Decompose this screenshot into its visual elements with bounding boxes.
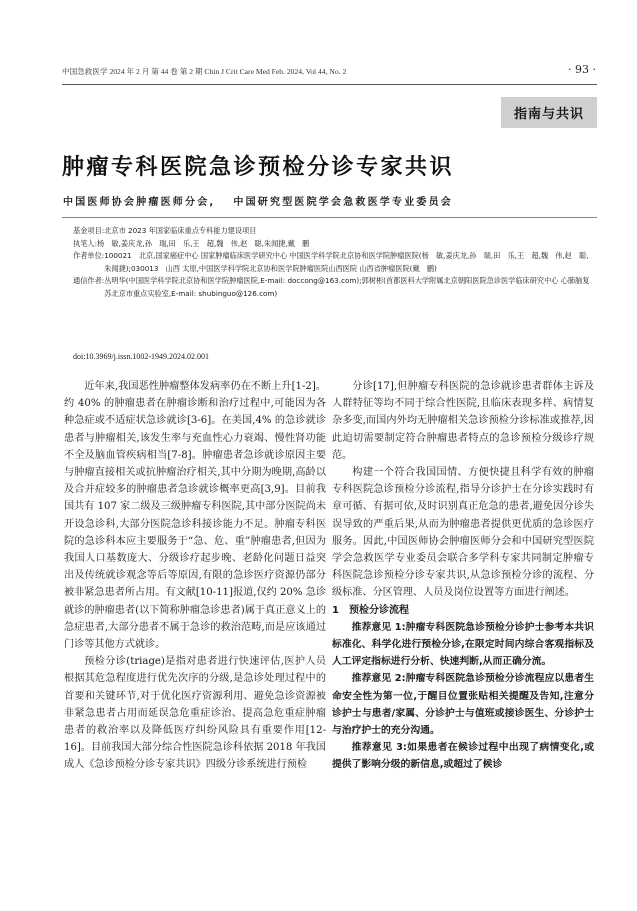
body-column-right (332, 378, 594, 774)
meta-rule (62, 217, 597, 218)
author-group: 中国研究型医院学会急救医学专业委员会 (233, 197, 454, 208)
column-tag: 指南与共识 (501, 97, 597, 128)
meta-label: 通信作者: (73, 276, 105, 286)
running-head: 中国急救医学 2024 年 2 月 第 44 卷 第 2 期 Chin J Crit Care Med Feb. 2024, Vol 44, No. 2 (62, 67, 347, 76)
author-group: 中国医师协会肿瘤医师分会, (63, 197, 216, 208)
page-number: · 93 · (568, 63, 596, 76)
doi: doi:10.3969/j.issn.1002-1949.2024.02.001 (73, 352, 210, 361)
meta-value: 100021 北京,国家癌症中心 国家肿瘤临床医学研究中心 中国医学科学院北京协和医学院肿瘤医院(杨 敏,姜庆龙,孙 瑞,田 乐,王 超,魏 伟,赵 聪,朱闻捷);030013 山西 太原,中国医学科学院北京协和医学院肿瘤医院山西医院 山西省肿瘤医院(戴 鹏) (104, 251, 589, 273)
author-groups (63, 193, 453, 208)
meta-value: 杨 敏,姜庆龙,孙 瑞,田 乐,王 超,魏 伟,赵 聪,朱闻捷,戴 鹏 (97, 238, 310, 248)
meta-label: 基金项目: (73, 226, 105, 235)
meta-value: 丛明华(中国医学科学院北京协和医学院肿瘤医院,E-mail: doccong@163.com);郭树彬(首都医科大学附属北京朝阳医院急诊医学临床研究中心 心肺脑复苏北京市重点实验室,E-mail: shubinguo@126.com) (104, 276, 590, 298)
body-paragraph: 构建一个符合我国国情、方便快捷且科学有效的肿瘤专科医院急诊预检分诊流程,指导分诊护士在分诊实践时有章可循、有据可依,及时识别真正危急的患者,避免因分诊失误导致的严重后果,从而为肿瘤患者提供更优质的急诊医疗服务。因此,中国医师协会肿瘤医师分会和中国研究型医院学会急救医学专业委员会联合多学科专家共同制定肿瘤专科医院急诊预检分诊专家共识,从急诊预检分诊的流程、分级标准、分区管理、人员及岗位设置等方面进行阐述。 (332, 467, 594, 599)
meta-value: 北京市 2023 年国家临床重点专科能力建设项目 (104, 226, 257, 235)
writers-row (73, 238, 595, 251)
correspondence-row (73, 275, 595, 300)
article-meta (73, 225, 595, 301)
header-rule (62, 84, 597, 85)
body-paragraph: 预检分诊(triage)是指对患者进行快速评估,医护人员根据其危急程度进行优先次序的分级,是急诊处理过程中的首要和关键环节,对于优化医疗资源利用、避免急诊资源被非紧急患者占用而延误急危重症诊治、提高急危重症肿瘤患者的救治率以及降低医疗纠纷风险具有重要作用[12-16]。目前我国大部分综合性医院急诊科依据 2018 年我国成人《急诊预检分诊专家共识》四级分诊系统进行预检 (64, 656, 326, 771)
recommendation: 推荐意见 1:肿瘤专科医院急诊预检分诊护士参考本共识标准化、科学化进行预检分诊,在限定时间内综合客观指标及人工评定指标进行分析、快速判断,从而正确分流。 (332, 621, 594, 668)
recommendation: 推荐意见 3:如果患者在候诊过程中出现了病情变化,或提供了影响分级的新信息,或超过了候诊 (332, 742, 594, 771)
body-column-left (64, 378, 326, 774)
section-heading: 1 预检分诊流程 (332, 604, 409, 616)
recommendation: 推荐意见 2:肿瘤专科医院急诊预检分诊流程应以患者生命安全性为第一位,于醒目位置张贴相关提醒及告知,注意分诊护士与患者/家属、分诊护士与值班或接诊医生、分诊护士与治疗护士的充分沟通。 (332, 673, 594, 737)
meta-label: 作者单位: (73, 251, 105, 261)
body-paragraph: 近年来,我国恶性肿瘤整体发病率仍在不断上升[1-2]。约 40% 的肿瘤患者在肿瘤诊断和治疗过程中,可能因为各种急症或不适症状急诊就诊[3-6]。在美国,4% 的急诊就诊患者与肿瘤相关,该发生率与充血性心力衰竭、慢性肾功能不全及脑血管疾病相当[7-8]。肿瘤患者急诊就诊原因主要与肿瘤直接相关或抗肿瘤治疗相关,其中分期为晚期,高龄以及合并症较多的肿瘤患者急诊就诊概率更高[3,9]。目前我国共有 107 家二级及三级肿瘤专科医院,其中部分医院尚未开设急诊科,大部分医院急诊科接诊能力不足。肿瘤专科医院的急诊科本应主要服务于“急、危、重”肿瘤患者,但因为我国人口基数庞大、分级诊疗起步晚、老龄化问题日益突出及传统就诊观念等后等原因,有限的急诊医疗资源仍部分被非紧急患者所占用。有文献[10-11]报道,仅约 20% 急诊就诊的肿瘤患者(以下简称肿瘤急诊患者)属于真正意义上的急症患者,大部分患者不属于急诊的救治范畴,而是应该通过门诊等其他方式就诊。 (64, 381, 326, 651)
meta-label: 执笔人: (73, 238, 97, 248)
article-title: 肿瘤专科医院急诊预检分诊专家共识 (62, 155, 455, 180)
body-paragraph: 分诊[17],但肿瘤专科医院的急诊就诊患者群体主诉及人群特征等均不同于综合性医院,且临床表现多样、病情复杂多变,而国内外均无肿瘤相关急诊预检分诊标准或推荐,因此迫切需要制定符合肿瘤患者特点的急诊预检分级诊疗规范。 (332, 381, 594, 461)
affiliation-row (73, 250, 595, 275)
funding-row (73, 225, 595, 238)
